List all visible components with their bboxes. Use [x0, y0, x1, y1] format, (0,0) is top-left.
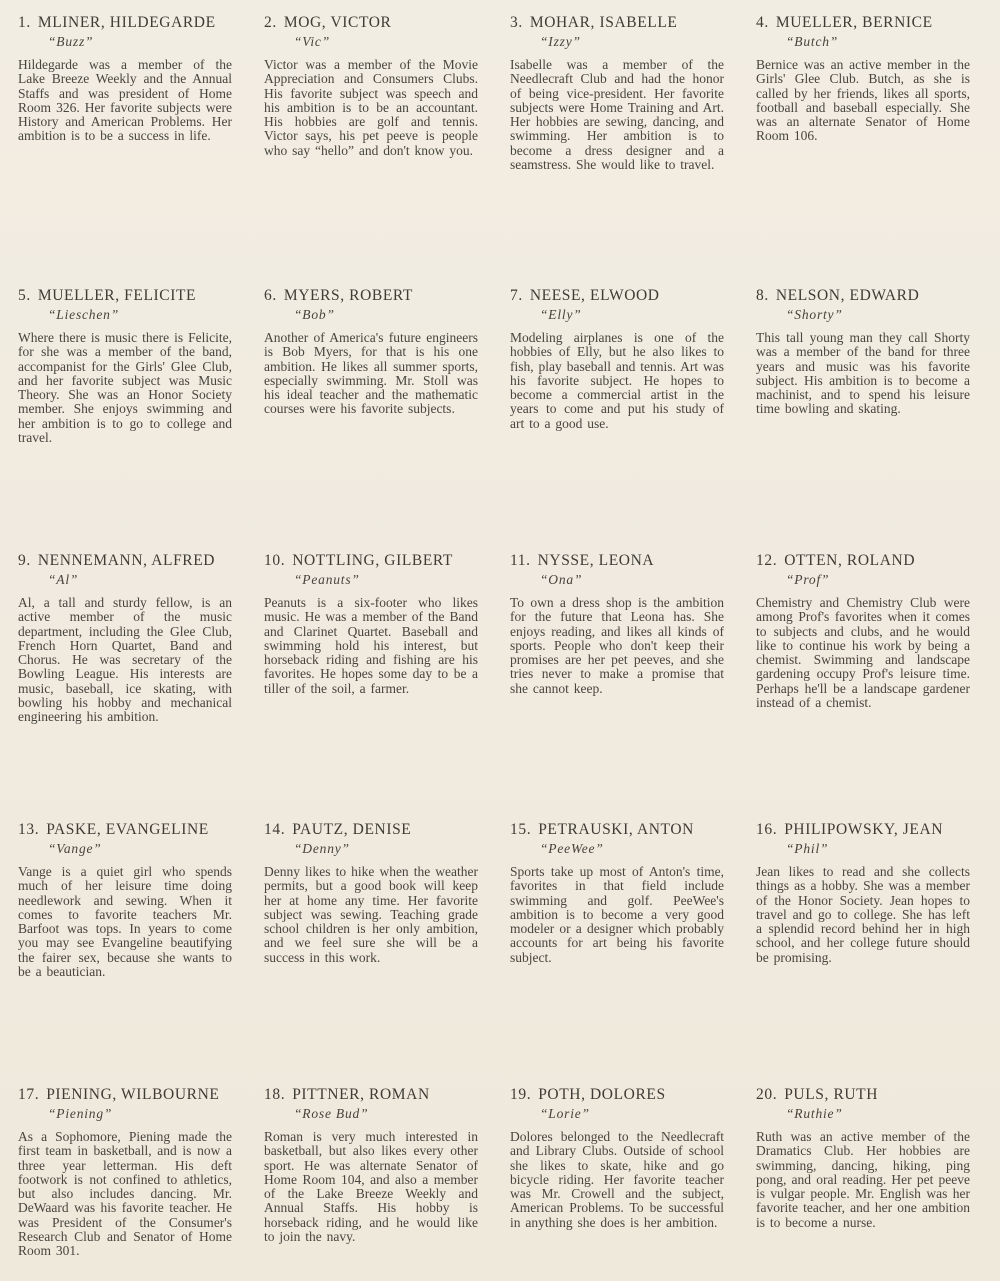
entry-nickname: “Buzz” [48, 34, 94, 49]
entry-heading [18, 14, 232, 32]
entry-number: 16. [756, 821, 778, 838]
entry-number: 12. [756, 552, 778, 569]
student-entry [510, 552, 724, 821]
entry-bio: Bernice was an active member in the Girls' Glee Club. Butch, as she is called by her friends, likes all sports, football and baseball especially. She was an alternate Senator of Home Room 106. [756, 57, 970, 144]
entry-bio: Victor was a member of the Movie Appreciation and Consumers Clubs. His favorite subject was speech and his ambition is to be an accountant. His hobbies are golf and tennis. Victor says, his pet peeve is people who say “hello” and don't know you. [264, 57, 478, 158]
entry-heading [510, 14, 724, 32]
entry-bio: Ruth was an active member of the Dramatics Club. Her hobbies are swimming, dancing, hiking, ping pong, and oral reading. Her pet peeve is vulgar people. Mr. English was her favorite teacher, and her one ambition is to become a nurse. [756, 1129, 970, 1230]
student-entry [264, 1086, 478, 1273]
entry-number: 15. [510, 821, 532, 838]
entry-bio: Al, a tall and sturdy fellow, is an active member of the music department, including the Glee Club, French Horn Quartet, Band and Chorus. He was secretary of the Bowling League. His interests are music, baseball, ice skating, with bowling his hobby and mechanical engineering his ambition. [18, 595, 232, 725]
entry-heading [756, 552, 970, 570]
student-entry [756, 821, 970, 1086]
entry-number: 20. [756, 1086, 778, 1103]
entry-heading [756, 1086, 970, 1104]
entry-heading [18, 821, 232, 839]
entry-nickname: “Lorie” [540, 1106, 590, 1121]
entry-bio: Chemistry and Chemistry Club were among Prof's favorites when it comes to subjects and clubs, and he would like to continue his work by being a chemist. Swimming and landscape gardening occupy Prof's leisure time. Perhaps he'll be a landscape gardener instead of a chemist. [756, 595, 970, 711]
student-entry [756, 287, 970, 552]
student-entry [264, 14, 478, 287]
entry-heading [756, 821, 970, 839]
entry-nickname: “Phil” [786, 841, 829, 856]
entry-number: 18. [264, 1086, 286, 1103]
entry-bio: As a Sophomore, Piening made the first team in basketball, and is now a three year letterman. His deft footwork is not confined to athletics, but also includes dancing. Mr. DeWaard was his favorite teacher. He was President of the Consumer's Research Club and Senator of Home Room 301. [18, 1129, 232, 1259]
entry-bio: Another of America's future engineers is Bob Myers, for that is his one ambition. He likes all summer sports, especially swimming. Mr. Stoll was his ideal teacher and the mathematic courses were his favorite subjects. [264, 330, 478, 417]
entry-bio: To own a dress shop is the ambition for the future that Leona has. She enjoys reading, and likes all kinds of sports. People who don't keep their promises are her pet peeves, and she tries never to make a promise that she cannot keep. [510, 595, 724, 696]
entry-bio: Vange is a quiet girl who spends much of her leisure time doing needlework and sewing. When it comes to favorite teachers Mr. Barfoot was tops. In years to come you may see Evangeline beautifying the fairer sex, because she wants to be a beautician. [18, 864, 232, 980]
entry-nickname: “Vange” [48, 841, 102, 856]
student-entry [18, 552, 232, 821]
student-entry [18, 14, 232, 287]
entry-bio: Where there is music there is Felicite, for she was a member of the band, accompanist for the Girls' Glee Club, and her favorite subject was Music Theory. She was an Honor Society member. She enjoys swimming and her ambition is to go to college and travel. [18, 330, 232, 446]
entry-number: 11. [510, 552, 531, 569]
entry-bio: Isabelle was a member of the Needlecraft Club and had the honor of being vice-president. Her favorite subjects were Home Training and Art. Her hobbies are sewing, dancing, and swimming. Her ambition is to become a dress designer and a seamstress. She would like to travel. [510, 57, 724, 173]
entry-bio: Hildegarde was a member of the Lake Breeze Weekly and the Annual Staffs and was president of Home Room 326. Her favorite subjects were History and American Problems. Her ambition is to be a success in life. [18, 57, 232, 144]
entry-nickname: “Ruthie” [786, 1106, 843, 1121]
entry-heading [510, 1086, 724, 1104]
entry-bio: Modeling airplanes is one of the hobbies of Elly, but he also likes to fish, play baseball and tennis. Art was his favorite subject. He hopes to become a commercial artist in the years to come and put his study of art to a good use. [510, 330, 724, 431]
entry-number: 2. [264, 14, 277, 31]
entry-heading [756, 14, 970, 32]
entry-heading [510, 287, 724, 305]
entry-name: PITTNER, ROMAN [292, 1086, 430, 1103]
entry-nickname: “Shorty” [786, 307, 843, 322]
entry-nickname: “PeeWee” [540, 841, 604, 856]
entry-bio: Denny likes to hike when the weather permits, but a good book will keep her at home any time. Her favorite subject was sewing. Teaching grade school children is her only ambition, and we feel sure she will be a success in this work. [264, 864, 478, 965]
entry-number: 6. [264, 287, 277, 304]
student-entry [264, 821, 478, 1086]
entry-bio: Sports take up most of Anton's time, favorites in that field include swimming and golf. PeeWee's ambition is to become a very good modeler or a designer which probably accounts for art being his favorite subject. [510, 864, 724, 965]
entry-nickname: “Peanuts” [294, 572, 360, 587]
entry-number: 17. [18, 1086, 40, 1103]
entry-name: NYSSE, LEONA [537, 552, 655, 569]
entry-name: PAUTZ, DENISE [292, 821, 412, 838]
entry-number: 14. [264, 821, 286, 838]
student-entry [18, 287, 232, 552]
entry-name: OTTEN, ROLAND [784, 552, 916, 569]
entry-name: PULS, RUTH [784, 1086, 879, 1103]
entry-nickname: “Piening” [48, 1106, 113, 1121]
entry-name: MYERS, ROBERT [283, 287, 413, 304]
entry-bio: This tall young man they call Shorty was a member of the band for three years and music was his favorite subject. His ambition is to become a machinist, and to spend his leisure time bowling and skating. [756, 330, 970, 417]
entry-nickname: “Bob” [294, 307, 335, 322]
entry-number: 5. [18, 287, 31, 304]
entry-name: MOHAR, ISABELLE [529, 14, 678, 31]
student-entry [510, 14, 724, 287]
entry-heading [264, 552, 478, 570]
entry-name: NEESE, ELWOOD [529, 287, 660, 304]
entry-heading [264, 14, 478, 32]
entry-number: 13. [18, 821, 40, 838]
entry-number: 19. [510, 1086, 532, 1103]
entry-heading [18, 1086, 232, 1104]
entry-heading [18, 287, 232, 305]
entry-heading [264, 821, 478, 839]
entry-name: PHILIPOWSKY, JEAN [784, 821, 944, 838]
entry-nickname: “Denny” [294, 841, 350, 856]
entry-nickname: “Lieschen” [48, 307, 120, 322]
entry-nickname: “Rose Bud” [294, 1106, 369, 1121]
entry-name: POTH, DOLORES [538, 1086, 666, 1103]
entry-number: 4. [756, 14, 769, 31]
entry-nickname: “Al” [48, 572, 79, 587]
entry-name: NENNEMANN, ALFRED [37, 552, 216, 569]
entry-bio: Dolores belonged to the Needlecraft and Library Clubs. Outside of school she likes to skate, hike and go bicycle riding. Her favorite teacher was Mr. Crowell and the subject, American Problems. To be successful in anything she does is her ambition. [510, 1129, 724, 1230]
entry-bio: Peanuts is a six-footer who likes music. He was a member of the Band and Clarinet Quartet. Baseball and swimming hold his interest, but horseback riding and fishing are his favorites. He hopes some day to be a tiller of the soil, a farmer. [264, 595, 478, 696]
entry-nickname: “Izzy” [540, 34, 581, 49]
entry-bio: Roman is very much interested in basketball, but also likes every other sport. He was alternate Senator of Home Room 104, and also a member of the Lake Breeze Weekly and Annual Staffs. His hobby is horseback riding, and he would like to join the navy. [264, 1129, 478, 1245]
student-entry [510, 1086, 724, 1273]
entry-heading [18, 552, 232, 570]
entry-name: NELSON, EDWARD [775, 287, 920, 304]
entry-nickname: “Prof” [786, 572, 830, 587]
entry-number: 9. [18, 552, 31, 569]
entry-number: 1. [18, 14, 31, 31]
entry-number: 3. [510, 14, 523, 31]
entry-heading [264, 1086, 478, 1104]
entry-heading [510, 821, 724, 839]
student-entry [756, 1086, 970, 1273]
entry-number: 7. [510, 287, 523, 304]
entry-heading [510, 552, 724, 570]
student-entry [264, 287, 478, 552]
entry-name: MUELLER, FELICITE [37, 287, 197, 304]
entry-name: MOG, VICTOR [283, 14, 392, 31]
entry-name: PIENING, WILBOURNE [46, 1086, 220, 1103]
student-entry [756, 552, 970, 821]
entry-nickname: “Elly” [540, 307, 582, 322]
entry-name: MUELLER, BERNICE [775, 14, 933, 31]
entry-nickname: “Vic” [294, 34, 331, 49]
entry-name: PASKE, EVANGELINE [46, 821, 209, 838]
student-entry [18, 821, 232, 1086]
entry-heading [264, 287, 478, 305]
entry-bio: Jean likes to read and she collects things as a hobby. She was a member of the Honor Society. Jean hopes to travel and go to college. She has left a splendid record behind her in high school, and her college future should be promising. [756, 864, 970, 965]
entry-nickname: “Butch” [786, 34, 839, 49]
entry-nickname: “Ona” [540, 572, 583, 587]
entry-name: PETRAUSKI, ANTON [538, 821, 694, 838]
entry-number: 8. [756, 287, 769, 304]
student-entry [510, 287, 724, 552]
student-entry [756, 14, 970, 287]
student-entry [264, 552, 478, 821]
student-entry [510, 821, 724, 1086]
entry-name: MLINER, HILDEGARDE [37, 14, 216, 31]
student-entry [18, 1086, 232, 1273]
entry-number: 10. [264, 552, 286, 569]
entry-name: NOTTLING, GILBERT [292, 552, 453, 569]
entry-heading [756, 287, 970, 305]
